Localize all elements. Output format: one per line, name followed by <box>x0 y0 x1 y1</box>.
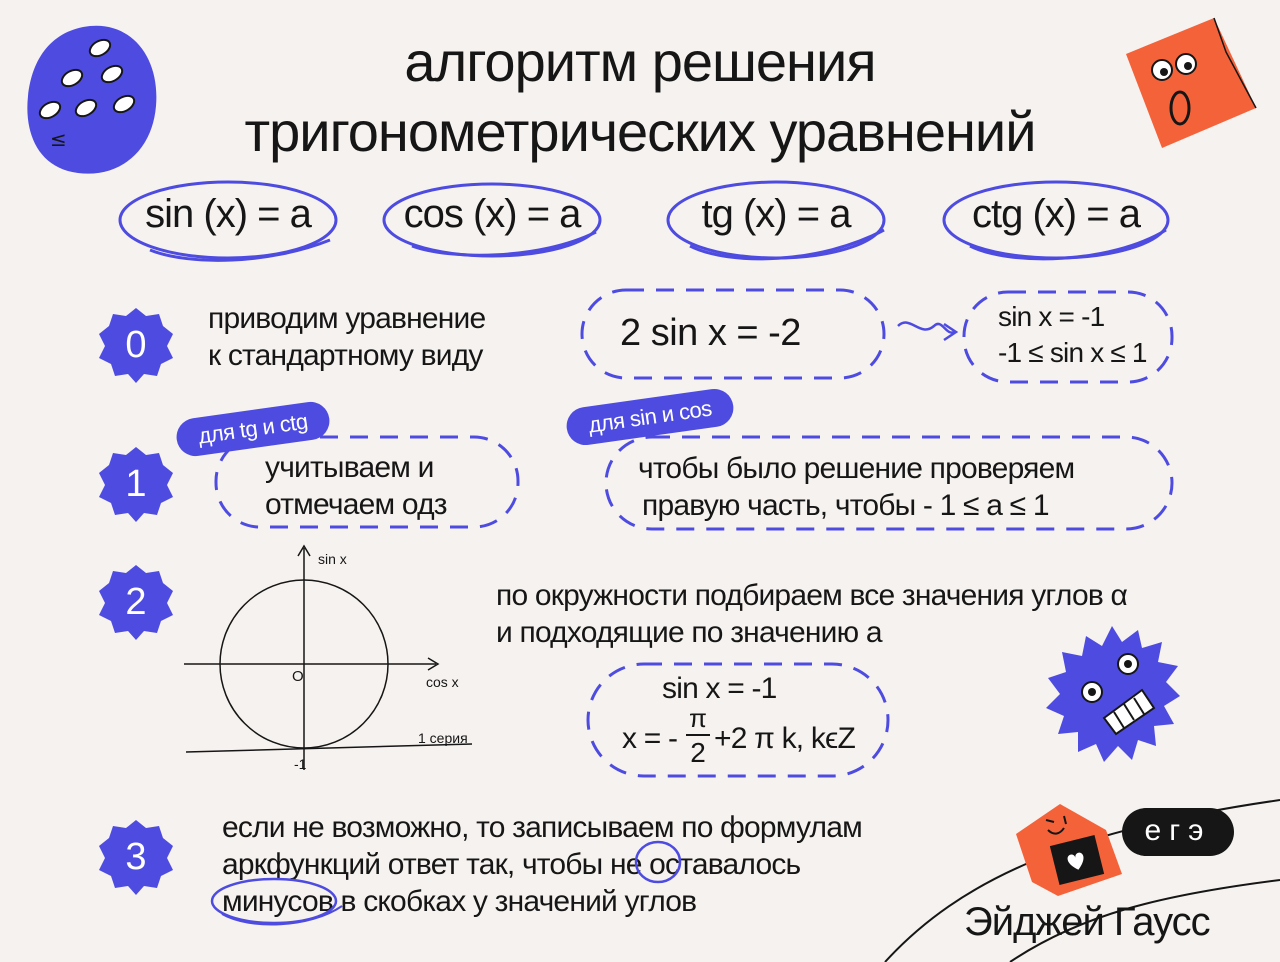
svg-text:≤: ≤ <box>50 127 67 151</box>
step0-text-line1: приводим уравнение <box>208 302 486 335</box>
step0-result-line2: -1 ≤ sin x ≤ 1 <box>998 337 1147 368</box>
highlight-circles <box>200 838 700 938</box>
series-label: 1 серия <box>418 730 468 746</box>
step3-highlight-ne: не <box>609 848 642 881</box>
minus-one-label: -1 <box>294 756 307 772</box>
step-number: 1 <box>125 462 147 505</box>
page-title-line2: тригонометрических уравнений <box>244 100 1036 163</box>
step2-text-line1: по окружности подбираем все значения углов α <box>496 579 1128 612</box>
step1-right-line2: правую часть, чтобы - 1 ≤ a ≤ 1 <box>642 489 1049 522</box>
step-number: 3 <box>125 835 147 878</box>
tag-sin-cos: для sin и cos <box>564 386 736 447</box>
ege-logo: егэ <box>1122 808 1234 856</box>
step-number: 2 <box>125 580 147 623</box>
step2-formula-suffix: +2 π k, kϵZ <box>714 722 856 755</box>
tag-tg-ctg: для tg и ctg <box>174 399 332 458</box>
step0-result-line1: sin x = -1 <box>998 301 1105 332</box>
equation-sin: sin (x) = a <box>145 192 311 236</box>
step3-line1: если не возможно, то записываем по формулам <box>222 811 862 844</box>
fraction-numerator: π <box>689 703 707 733</box>
step1-left-line2: отмечаем одз <box>265 488 447 521</box>
fraction-denominator: 2 <box>690 737 706 768</box>
step2-formula-prefix: x = - <box>622 722 678 755</box>
step3-line2-end: оставалось <box>641 848 801 881</box>
equation-ctg: ctg (x) = a <box>972 192 1140 236</box>
brand-name: Эйджей Гаусс <box>964 900 1210 944</box>
x-axis-label: cos x <box>426 674 459 690</box>
step3-line2-start: аркфункций ответ так, чтобы <box>222 848 610 881</box>
step1-right-line1: чтобы было решение проверяем <box>638 452 1075 485</box>
step1-left-line1: учитываем и <box>265 451 434 484</box>
equation-tg: tg (x) = a <box>701 192 851 236</box>
step3-line3-end: в скобках у значений углов <box>332 885 697 918</box>
step2-text-line2: и подходящие по значению а <box>496 616 882 649</box>
step3-highlight-minusov: минусов <box>222 885 333 918</box>
step2-formula-line1: sin x = -1 <box>662 672 777 705</box>
fraction-bar <box>686 734 710 736</box>
equation-cos: cos (x) = a <box>403 192 581 236</box>
step0-text-line2: к стандартному виду <box>208 339 483 372</box>
origin-label: O <box>292 668 304 685</box>
orange-house-icon <box>1010 800 1130 900</box>
step-number: 0 <box>125 323 147 366</box>
step0-example-equation: 2 sin x = -2 <box>620 312 801 354</box>
y-axis-label: sin x <box>318 551 347 567</box>
page-title-line1: алгоритм решения <box>404 30 876 93</box>
blue-smiling-sun-icon <box>1042 624 1182 764</box>
